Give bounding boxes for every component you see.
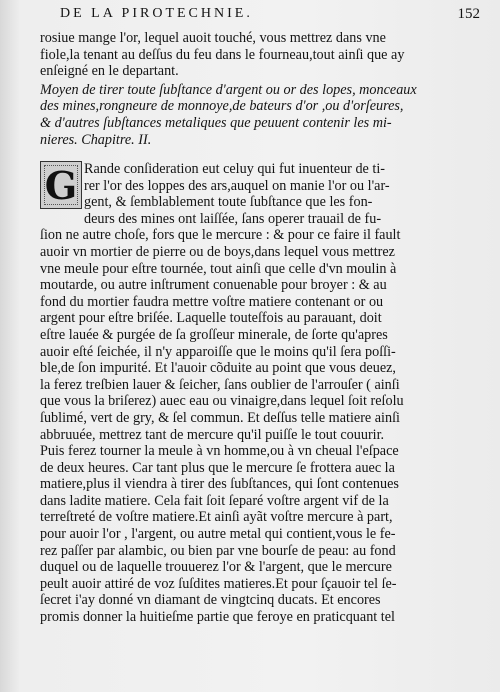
chapter-heading-line: nieres. Chapitre. II. bbox=[40, 131, 152, 148]
text-line: de deux heures. Car tant plus que le mercure ſe frottera auec la bbox=[40, 459, 395, 476]
text-line: vne meule pour eſtre tournée, tout ainſi que celle d'vn moulin à bbox=[40, 260, 397, 277]
text-line: peult auoir attiré de voz ſuſdites matieres.Et pour ſçauoir tel ſe- bbox=[40, 575, 397, 592]
text-line: auoir vn mortier de pierre ou de boys,dans lequel vous mettrez bbox=[40, 243, 395, 260]
text-line: ſecret i'ay donné vn diamant de vingtcinq ducats. Et encores bbox=[40, 592, 381, 609]
text-line: rer l'or des loppes des ars,auquel on manie l'or ou l'ar- bbox=[84, 177, 390, 194]
chapter-body bbox=[40, 161, 480, 626]
text-line: gent, & ſemblablement toute ſubſtance que les fon- bbox=[84, 194, 373, 211]
text-line: pour auoir l'or , l'argent, ou autre metal qui contient,vous le fe- bbox=[40, 526, 396, 543]
chapter-heading bbox=[40, 82, 480, 148]
text-line: rez paſſer par alambic, ou bien par vne bourſe de peau: au fond bbox=[40, 542, 396, 559]
text-line: Puis ferez tourner la meule à vn homme,ou à vn cheual l'eſpace bbox=[40, 443, 399, 460]
text-line: argent pour eſtre briſée. Laquelle touteſfois au parauant, doit bbox=[40, 310, 382, 327]
text-line: promis donner la huitieſme partie que feroye en praticquant tel bbox=[40, 609, 395, 626]
text-line: moutarde, ou autre inſtrument conuenable pour broyer : & au bbox=[40, 277, 387, 294]
chapter-heading-line: Moyen de tirer toute ſubſtance d'argent ou or des lopes, monceaux bbox=[40, 81, 417, 98]
text-block-top bbox=[40, 30, 480, 148]
text-line: terreſtreté de voſtre matiere.Et ainſi ayãt voſtre mercure à part, bbox=[40, 509, 393, 526]
chapter-heading-line: & d'autres ſubſtances metaliques que peuuent contenir les mi- bbox=[40, 114, 392, 131]
text-line: enſeigné en le departant. bbox=[40, 63, 179, 80]
running-title: DE LA PIROTECHNIE. bbox=[60, 6, 253, 21]
page-number: 152 bbox=[457, 6, 480, 22]
text-line: eſtre lauée & purgée de ſa groſſeur minerale, de ſorte qu'apres bbox=[40, 326, 388, 343]
text-line: rosiue mange l'or, lequel auoit touché, vous mettrez dans vne bbox=[40, 30, 386, 46]
text-line: Rande conſideration eut celuy qui fut inuenteur de ti- bbox=[84, 161, 385, 177]
text-line: la ferez treſbien lauer & ſeicher, ſans oublier de l'arrouſer ( ainſi bbox=[40, 376, 400, 393]
text-line: dans ladite matiere. Cela fait ſoit ſeparé voſtre argent vif de la bbox=[40, 492, 389, 509]
text-line: matiere,plus il viendra à tirer des ſubſtances, qui ſont contenues bbox=[40, 476, 399, 493]
text-line: ble,de ſon impurité. Et l'auoir cõduite au point que vous deuez, bbox=[40, 360, 396, 377]
running-head bbox=[60, 6, 480, 26]
text-line: abbruuée, mettrez tant de mercure qu'il puiſſe le tout couurir. bbox=[40, 426, 385, 443]
text-line: auoir eſté ſeichée, il n'y apparoiſſe que le moins qu'il ſera poſſi- bbox=[40, 343, 396, 360]
text-line: que vous la briſerez) auec eau ou vinaigre,dans lequel ſoit reſolu bbox=[40, 393, 404, 410]
text-line: fond du mortier faudra mettre voſtre matiere contenant or ou bbox=[40, 293, 384, 310]
text-line: ſion ne autre choſe, fors que le mercure : & pour ce faire il fault bbox=[40, 227, 401, 244]
text-line: duquel ou de laquelle trouuerez l'or & l'argent, que le mercure bbox=[40, 559, 392, 576]
text-line: fiole,la tenant au deſſus du feu dans le fourneau,tout ainſi que ay bbox=[40, 46, 405, 63]
decorated-initial: G bbox=[40, 161, 82, 209]
text-line: deurs des mines ont laiſſée, ſans operer trauail de fu- bbox=[84, 210, 382, 227]
text-line: ſublimé, vert de gry, & ſel commun. Et deſſus telle matiere ainſi bbox=[40, 409, 400, 426]
chapter-heading-line: des mines,rongneure de monnoye,de bateurs d'or ,ou d'orſeures, bbox=[40, 98, 404, 115]
